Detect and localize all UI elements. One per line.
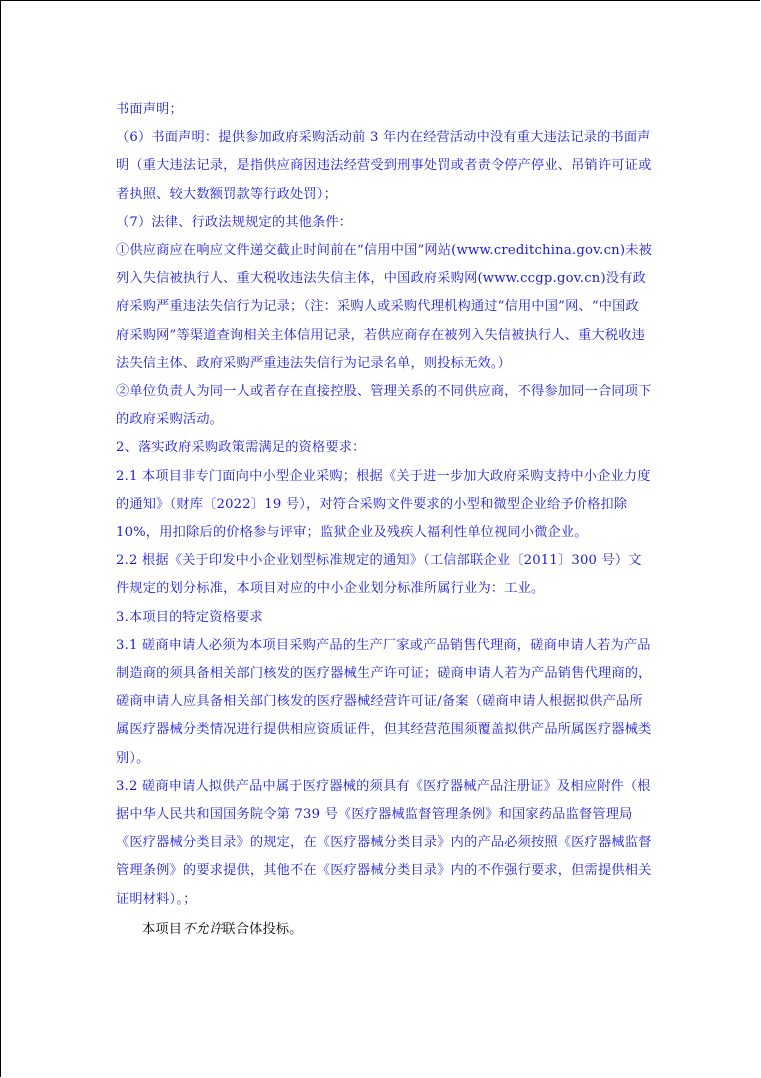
section-heading-policy: 2、落实政府采购政策需满足的资格要求：	[116, 440, 366, 456]
document-body	[116, 96, 652, 944]
paragraph-credit-record: ①供应商应在响应文件递交截止时间前在“信用中国”网站(www.creditchina.gov.cn)未被列入失信被执行人、重大税收违法失信主体，中国政府采购网(www.ccgp.gov.cn)没有政府采购严重违法失信行为记录；（注：采购人或采购代理机构通过“信用中国”网、“中国政府采购网”等渠道查询相关主体信用记录，若供应商存在被列入失信被执行人、重大税收违法失信主体、政府采购严重违法失信行为记录名单，则投标无效。）	[116, 243, 652, 371]
paragraph-same-principal: ②单位负责人为同一人或者存在直接控股、管理关系的不同供应商，不得参加同一合同项下的政府采购活动。	[116, 384, 652, 428]
consortium-emphasis: 不允许	[182, 921, 223, 937]
consortium-statement	[116, 916, 652, 944]
paragraph-3-2: 3.2 磋商申请人拟供产品中属于医疗器械的须具有《医疗器械产品注册证》及相应附件（根据中华人民共和国国务院令第 739 号《医疗器械监督管理条例》和国家药品监督管理局《医疗器械分类目录》的规定，在《医疗器械分类目录》内的产品必须按照《医疗器械监督管理条例》的要求提供，其他不在《医疗器械分类目录》内的不作强行要求，但需提供相关证明材料）。；	[116, 778, 652, 907]
consortium-prefix: 本项目	[142, 921, 183, 937]
consortium-suffix: 联合体投标。	[222, 921, 303, 937]
section-heading-specific: 3.本项目的特定资格要求	[116, 609, 263, 625]
paragraph-2-1: 2.1 本项目非专门面向中小型企业采购；根据《关于进一步加大政府采购支持中小企业力度的通知》（财库〔2022〕19 号），对符合采购文件要求的小型和微型企业给予价格扣除 10%，用扣除后的价格参与评审；监狱企业及残疾人福利性单位视同小微企业。	[116, 468, 651, 541]
paragraph-written-statement-tail: 书面声明；	[116, 102, 183, 117]
paragraph-3-1: 3.1 磋商申请人必须为本项目采购产品的生产厂家或产品销售代理商，磋商申请人若为产品制造商的须具备相关部门核发的医疗器械生产许可证；磋商申请人若为产品销售代理商的，磋商申请人应具备相关部门核发的医疗器械经营许可证/备案（磋商申请人根据拟供产品所属医疗器械分类情况进行提供相应资质证件，但其经营范围须覆盖拟供产品所属医疗器械类别）。	[116, 637, 652, 766]
paragraph-item-7: （7）法律、行政法规规定的其他条件：	[116, 214, 353, 230]
paragraph-item-6: （6）书面声明：提供参加政府采购活动前 3 年内在经营活动中没有重大违法记录的书面声明（重大违法记录，是指供应商因违法经营受到刑事处罚或者责令停产停业、吊销许可证或者执照、较大数额罚款等行政处罚）；	[116, 130, 652, 202]
paragraph-2-2: 2.2 根据《关于印发中小企业划型标准规定的通知》（工信部联企业〔2011〕300 号）文件规定的划分标准，本项目对应的中小企业划分标准所属行业为：工业。	[116, 553, 642, 597]
